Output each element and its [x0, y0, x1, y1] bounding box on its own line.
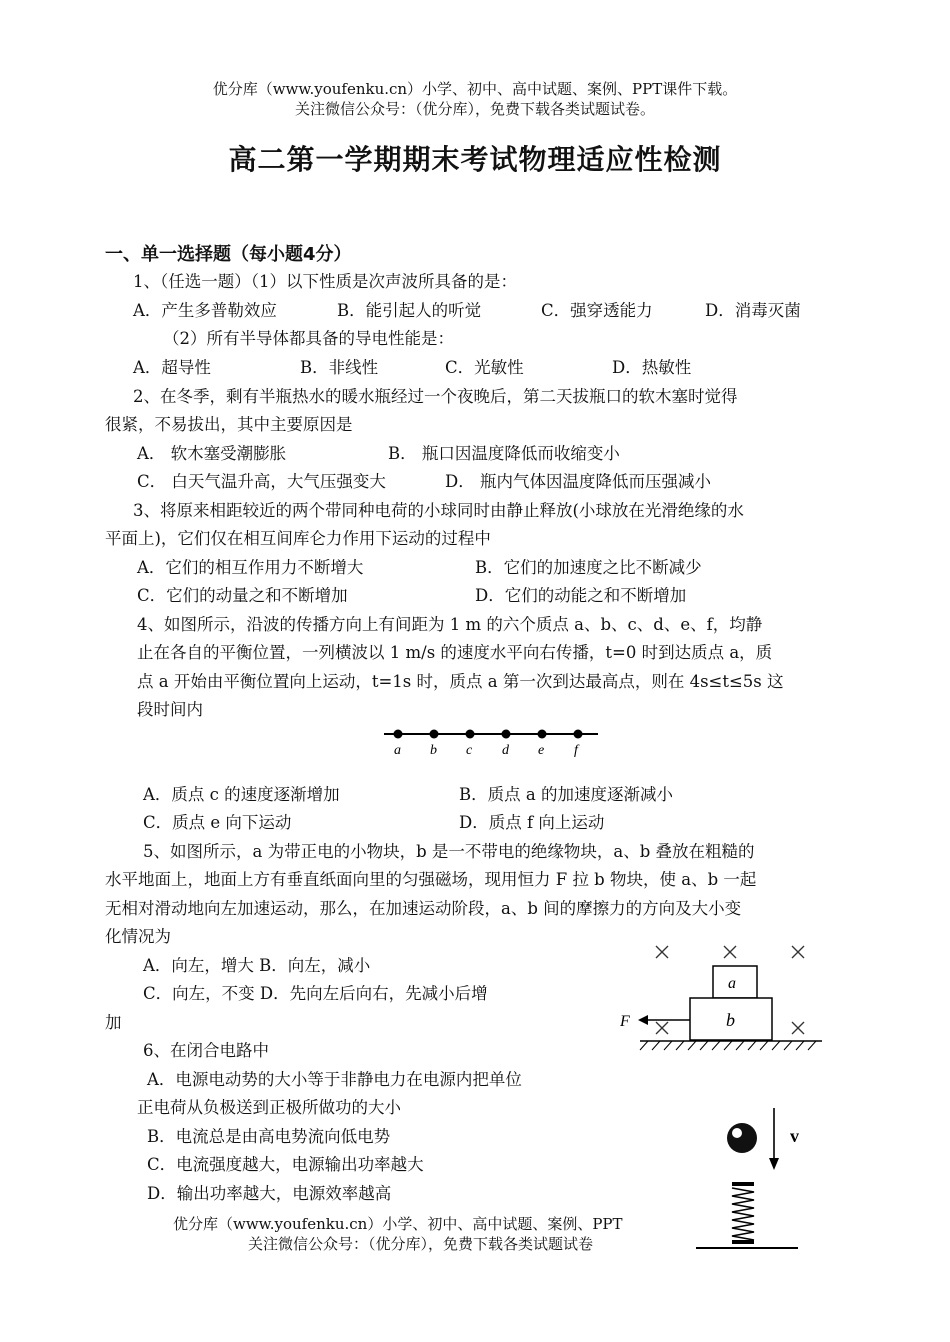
q3-option-b: B．它们的加速度之比不断减少	[475, 558, 702, 577]
q5-stem-line-4: 化情况为	[105, 927, 171, 946]
spring-ball-figure	[690, 1100, 810, 1260]
q1-2-option-c: C．光敏性	[445, 358, 524, 377]
q5-blocks-figure	[610, 940, 830, 1060]
q6-option-a-line-2: 正电荷从负极送到正极所做功的大小	[137, 1098, 401, 1117]
q1-option-a: A．产生多普勒效应	[133, 301, 277, 320]
block-a-label: a	[728, 975, 736, 992]
q4-option-d: D．质点 f 向上运动	[459, 813, 605, 832]
ball-highlight	[732, 1128, 742, 1138]
particle-label-f: f	[574, 743, 578, 758]
velocity-label: v	[790, 1126, 799, 1146]
q1-stem-2: （2）所有半导体都具备的导电性能是：	[163, 329, 454, 348]
q1-option-b: B．能引起人的听觉	[337, 301, 482, 320]
header-line-2: 关注微信公众号：（优分库），免费下载各类试题试卷。	[294, 100, 655, 118]
q5-stem-line-3: 无相对滑动地向左加速运动，那么，在加速运动阶段，a、b 间的摩擦力的方向及大小变	[105, 899, 742, 918]
spring-cap	[732, 1182, 754, 1186]
q4-option-c: C．质点 e 向下运动	[143, 813, 292, 832]
q4-stem-line-2: 止在各自的平衡位置，一列横波以 1 m/s 的速度水平向右传播，t=0 时到达质点 a，质	[137, 643, 773, 662]
q4-option-a: A．质点 c 的速度逐渐增加	[143, 785, 340, 804]
q3-option-a: A．它们的相互作用力不断增大	[137, 558, 364, 577]
spring-coil	[732, 1188, 754, 1240]
q4-stem-line-4: 段时间内	[137, 700, 203, 719]
section-heading: 一、单一选择题（每小题4分）	[105, 244, 352, 265]
q2-stem-line-2: 很紧，不易拔出，其中主要原因是	[105, 415, 353, 434]
q1-2-option-a: A．超导性	[133, 358, 211, 377]
q2-option-c: C． 白天气温升高，大气压强变大	[137, 472, 386, 491]
field-cross-4	[656, 1022, 668, 1034]
force-arrowhead	[638, 1015, 648, 1025]
particle-label-e: e	[538, 743, 545, 758]
q4-stem-line-1: 4、如图所示，沿波的传播方向上有间距为 1 m 的六个质点 a、b、c、d、e、f，均静	[137, 615, 763, 634]
q6-option-b: B．电流总是由高电势流向低电势	[147, 1127, 391, 1146]
q2-stem-line-1: 2、在冬季，剩有半瓶热水的暖水瓶经过一个夜晚后，第二天拔瓶口的软木塞时觉得	[133, 387, 738, 406]
force-label: F	[620, 1013, 630, 1030]
q1-option-c: C．强穿透能力	[541, 301, 653, 320]
footer-line-1: 优分库（www.youfenku.cn）小学、初中、高中试题、案例、PPT	[173, 1215, 623, 1233]
field-cross-2	[724, 946, 736, 958]
q5-options-row-2: C．向左，不变 D．先向左后向右，先减小后增	[143, 984, 488, 1003]
q5-stem-line-1: 5、如图所示，a 为带正电的小物块，b 是一不带电的绝缘物块，a、b 叠放在粗糙的	[143, 842, 755, 861]
q1-stem: 1、（任选一题）（1）以下性质是次声波所具备的是：	[133, 272, 517, 291]
spring-base	[732, 1240, 754, 1244]
q3-stem-line-2: 平面上)，它们仅在相互间库仑力作用下运动的过程中	[105, 529, 491, 548]
q6-option-c: C．电流强度越大，电源输出功率越大	[147, 1155, 424, 1174]
particle-b	[430, 730, 439, 739]
particle-label-c: c	[466, 743, 473, 758]
particle-f	[574, 730, 583, 739]
field-cross-6	[792, 1022, 804, 1034]
particle-e	[538, 730, 547, 739]
q4-stem-line-3: 点 a 开始由平衡位置向上运动，t=1s 时，质点 a 第一次到达最高点，则在 4s≤t≤5s 这	[137, 672, 784, 691]
q2-option-a: A． 软木塞受潮膨胀	[137, 444, 287, 463]
q3-stem-line-1: 3、将原来相距较近的两个带同种电荷的小球同时由静止释放(小球放在光滑绝缘的水	[133, 501, 744, 520]
particle-d	[502, 730, 511, 739]
q5-options-row-1: A．向左，增大 B．向左，减小	[143, 956, 371, 975]
block-b-label: b	[726, 1010, 735, 1030]
q3-option-d: D．它们的动能之和不断增加	[475, 586, 687, 605]
velocity-arrowhead	[769, 1158, 779, 1170]
q3-option-c: C．它们的动量之和不断增加	[137, 586, 348, 605]
q6-stem: 6、在闭合电路中	[143, 1041, 269, 1060]
ground-hatch	[640, 1041, 816, 1050]
particle-c	[466, 730, 475, 739]
particle-a	[394, 730, 403, 739]
q1-2-option-d: D．热敏性	[612, 358, 692, 377]
header-line-1: 优分库（www.youfenku.cn）小学、初中、高中试题、案例、PPT课件下载。	[212, 80, 738, 98]
q1-2-option-b: B．非线性	[300, 358, 379, 377]
q2-option-b: B． 瓶口因温度降低而收缩变小	[388, 444, 620, 463]
footer-line-2: 关注微信公众号：（优分库），免费下载各类试题试卷	[248, 1235, 594, 1253]
q4-option-b: B．质点 a 的加速度逐渐减小	[459, 785, 673, 804]
field-cross-3	[792, 946, 804, 958]
q6-option-d: D．输出功率越大，电源效率越高	[147, 1184, 392, 1203]
particle-label-a: a	[394, 743, 401, 758]
q1-option-d: D．消毒灭菌	[705, 301, 801, 320]
q2-option-d: D． 瓶内气体因温度降低而压强减小	[445, 472, 711, 491]
ball	[727, 1123, 757, 1153]
q4-particles-figure	[384, 724, 604, 758]
q5-options-row-3: 加	[105, 1013, 122, 1032]
page-title: 高二第一学期期末考试物理适应性检测	[228, 143, 722, 176]
field-cross-1	[656, 946, 668, 958]
q5-stem-line-2: 水平地面上，地面上方有垂直纸面向里的匀强磁场，现用恒力 F 拉 b 物块，使 a、b 一起	[105, 870, 757, 889]
particle-label-d: d	[502, 743, 509, 758]
q6-option-a-line-1: A．电源电动势的大小等于非静电力在电源内把单位	[147, 1070, 522, 1089]
particle-label-b: b	[430, 743, 437, 758]
